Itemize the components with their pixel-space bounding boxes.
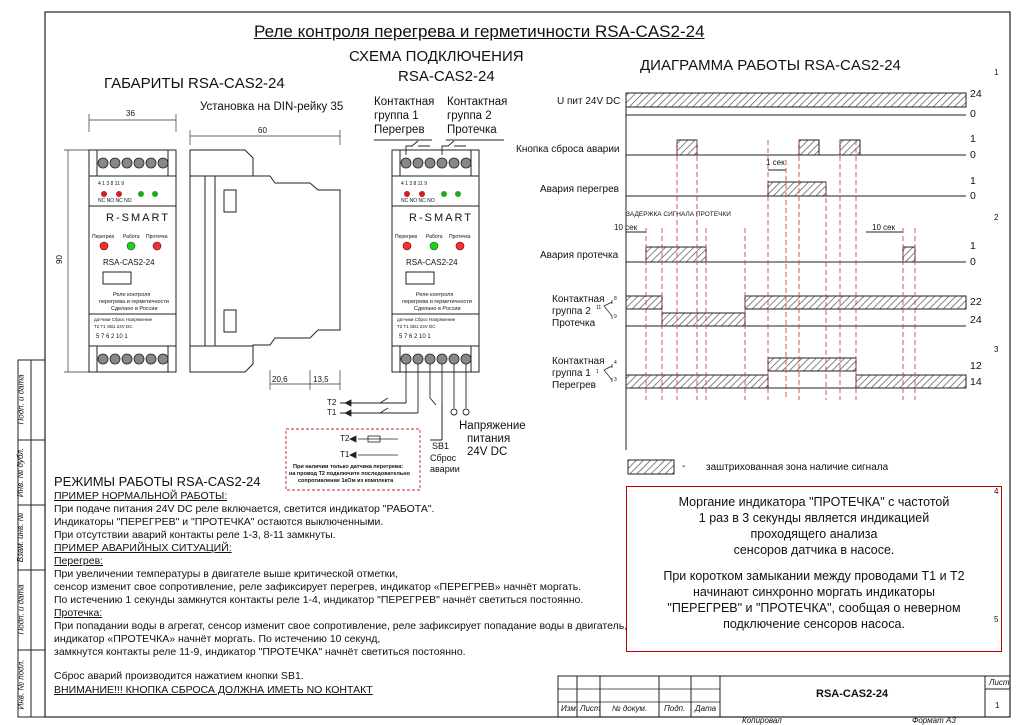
zone-2: 2 bbox=[994, 213, 999, 222]
group1-label-b: группа 1 bbox=[374, 110, 419, 122]
led-label-leak-right: Протечка bbox=[449, 234, 471, 240]
row-reset-hi: 1 bbox=[970, 133, 976, 145]
wire-t1: T1 bbox=[327, 408, 337, 417]
doc-code: RSA-CAS2-24 bbox=[816, 688, 889, 700]
row-overheat-lo: 0 bbox=[970, 190, 976, 202]
col-list: Лист bbox=[580, 704, 601, 713]
row-g1-hi: 12 bbox=[970, 360, 982, 372]
model-label-right: RSA-CAS2-24 bbox=[406, 258, 458, 267]
legend-dash: - bbox=[682, 460, 686, 472]
one-sec-label: 1 сек bbox=[766, 158, 785, 167]
ten-sec-b: 10 сек bbox=[872, 223, 896, 232]
normal-line-2: Индикаторы "ПЕРЕГРЕВ" и "ПРОТЕЧКА" остаются выключенными. bbox=[54, 516, 384, 528]
row-g1-p1: 4 bbox=[614, 360, 617, 366]
row-leak-label: Авария протечка bbox=[540, 250, 619, 261]
row-g1-p2: 1 bbox=[596, 369, 599, 375]
bottom-labels-right: датчики Сброс Напряжение bbox=[397, 317, 456, 322]
scheme-subtitle: RSA-CAS2-24 bbox=[398, 68, 495, 85]
row-g1-label-1: Контактная bbox=[552, 356, 605, 367]
bottom-labels-left: датчики Сброс Напряжение bbox=[94, 317, 153, 322]
led-label-overheat-left: Перегрев bbox=[92, 234, 114, 240]
row-leak-lo: 0 bbox=[970, 256, 976, 268]
brand-logo-left: R-SMART bbox=[106, 212, 170, 224]
alt-t2: T2 bbox=[340, 434, 350, 443]
normal-line-1: При подаче питания 24V DC реле включается, светится индикатор "РАБОТА". bbox=[54, 503, 435, 515]
alarm-heading: ПРИМЕР АВАРИЙНЫХ СИТУАЦИЙ: bbox=[54, 542, 232, 554]
reset-warning: ВНИМАНИЕ!!! КНОПКА СБРОСА ДОЛЖНА ИМЕТЬ NO КОНТАКТ bbox=[54, 684, 373, 696]
ten-sec-a: 10 сек bbox=[614, 223, 638, 232]
desc-3-right: Сделано в России bbox=[414, 306, 461, 312]
reset-label-1: Сброс bbox=[430, 453, 457, 463]
notes-box bbox=[626, 486, 1002, 652]
reset-line-1: Сброс аварий производится нажатием кнопки SB1. bbox=[54, 670, 304, 682]
row-overheat-label: Авария перегрев bbox=[540, 184, 619, 195]
note-2-line-4: подключение сенсоров насоса. bbox=[723, 617, 905, 631]
terms-top-left: 4 1 3 8 11 9 bbox=[98, 181, 125, 187]
led-label-leak-left: Протечка bbox=[146, 234, 168, 240]
page-title: Реле контроля перегрева и герметичности RSA-CAS2-24 bbox=[254, 22, 705, 41]
din-label: Установка на DIN-рейку 35 bbox=[200, 101, 344, 113]
row-g2-label-2: группа 2 bbox=[552, 306, 591, 317]
bottom-sub-right: Т2 Т1 SB1 24V DC bbox=[397, 324, 436, 329]
leak-heading: Протечка: bbox=[54, 607, 103, 619]
overheat-line-2: сенсор изменит свое сопротивление, реле зафиксирует перегрев, индикатор «ПЕРЕГРЕВ» начнёт моргать. bbox=[54, 581, 582, 593]
row-g2-label-1: Контактная bbox=[552, 294, 605, 305]
row-upit-hi: 24 bbox=[970, 88, 982, 100]
note-2-line-1: При коротком замыкании между проводами Т1 и Т2 bbox=[663, 569, 965, 583]
leak-line-1: При попадании воды в агрегат, сенсор изменит свое сопротивление, реле зафиксирует попадание воды в двигатель, bbox=[54, 620, 628, 632]
scheme-title: СХЕМА ПОДКЛЮЧЕНИЯ bbox=[349, 48, 524, 65]
desc-1-left: Реле контроля bbox=[113, 292, 151, 298]
note-1-line-4: сенсоров датчика в насосе. bbox=[733, 543, 895, 557]
zone-1: 1 bbox=[994, 68, 999, 77]
zone-3: 3 bbox=[994, 345, 999, 354]
dim-36: 36 bbox=[126, 109, 135, 118]
row-leak-hi: 1 bbox=[970, 240, 976, 252]
row-g1-label-3: Перегрев bbox=[552, 380, 596, 391]
sheet-number: 1 bbox=[995, 701, 1000, 710]
normal-heading: ПРИМЕР НОРМАЛЬНОЙ РАБОТЫ: bbox=[54, 490, 228, 502]
normal-line-3: При отсутствии аварий контакты реле 1-3, 8-11 замкнуты. bbox=[54, 529, 336, 541]
copied-label: Копировал bbox=[742, 716, 782, 725]
format-label: Формат А3 bbox=[912, 716, 956, 725]
row-g2-hi: 22 bbox=[970, 296, 982, 308]
alt-note-3: сопротивление 1кОм из комплекта bbox=[298, 478, 394, 484]
note-1-line-2: 1 раз в 3 секунды является индикацией bbox=[698, 511, 930, 525]
dims-title: ГАБАРИТЫ RSA-CAS2-24 bbox=[104, 75, 285, 92]
side-stamp-3: Взам. инв. № bbox=[16, 512, 26, 563]
desc-2-right: перегрева и герметичности bbox=[402, 299, 472, 305]
dim-90: 90 bbox=[54, 255, 64, 264]
nc-no-left: NC NO NC NO bbox=[98, 198, 132, 204]
col-izm: Изм. bbox=[561, 704, 579, 713]
model-label-left: RSA-CAS2-24 bbox=[103, 258, 155, 267]
sb1-label: SB1 bbox=[432, 441, 450, 451]
overheat-line-1: При увеличении температуры в двигателе выше критической отметки, bbox=[54, 568, 399, 580]
row-g1-lo: 14 bbox=[970, 376, 982, 388]
diagram-title: ДИАГРАММА РАБОТЫ RSA-CAS2-24 bbox=[640, 57, 901, 74]
col-podp: Подп. bbox=[664, 704, 686, 713]
group2-label-c: Протечка bbox=[447, 124, 497, 136]
row-g2-lo: 24 bbox=[970, 314, 982, 326]
side-stamp-2: Инв. № дубл. bbox=[16, 447, 26, 498]
overheat-line-3: По истечению 1 секунды замкнутся контакты реле 1-4, индикатор "ПЕРЕГРЕВ" начнёт светиться постоянно. bbox=[54, 594, 584, 606]
dim-13-5: 13,5 bbox=[313, 375, 329, 384]
alt-t1: T1 bbox=[340, 450, 350, 459]
zone-5: 5 bbox=[994, 615, 999, 624]
wire-t2: T2 bbox=[327, 398, 337, 407]
col-doc: № докум. bbox=[612, 704, 648, 713]
row-overheat-hi: 1 bbox=[970, 175, 976, 187]
led-label-overheat-right: Перегрев bbox=[395, 234, 417, 240]
row-reset-lo: 0 bbox=[970, 149, 976, 161]
led-label-work-left: Работа bbox=[123, 234, 140, 240]
terms-bottom-right: 5 7 6 2 10 1 bbox=[399, 334, 431, 340]
terms-top-right: 4 1 3 8 11 9 bbox=[401, 181, 428, 187]
note-1-line-3: проходящего анализа bbox=[750, 527, 878, 541]
side-stamp-5: Инв. № подл. bbox=[16, 659, 26, 710]
alt-note-2: на провод Т2 подключите последовательно bbox=[289, 471, 410, 477]
note-2-line-3: "ПЕРЕГРЕВ" и "ПРОТЕЧКА", сообщая о неверном bbox=[667, 601, 961, 615]
row-g1-p3: 3 bbox=[614, 377, 617, 383]
power-label-3: 24V DC bbox=[467, 446, 508, 458]
legend-text: заштрихованная зона наличие сигнала bbox=[706, 462, 889, 473]
row-g2-p2: 11 bbox=[596, 305, 602, 311]
power-label-1: Напряжение bbox=[459, 420, 526, 432]
row-g1-label-2: группа 1 bbox=[552, 368, 591, 379]
zone-4: 4 bbox=[994, 487, 999, 496]
row-g2-label-3: Протечка bbox=[552, 318, 596, 329]
leak-line-3: замкнутся контакты реле 11-9, индикатор "ПРОТЕЧКА" начнёт светиться постоянно. bbox=[54, 646, 466, 658]
dim-20-6: 20,6 bbox=[272, 375, 288, 384]
row-reset-label: Кнопка сброса аварии bbox=[516, 144, 620, 155]
dim-60: 60 bbox=[258, 126, 267, 135]
reset-label-2: аварии bbox=[430, 464, 460, 474]
overheat-heading: Перегрев: bbox=[54, 555, 104, 567]
alt-note-1: При наличии только датчика перегрева: bbox=[293, 464, 404, 470]
delay-label: ЗАДЕРЖКА СИГНАЛА ПРОТЕЧКИ bbox=[626, 211, 731, 218]
desc-3-left: Сделано в России bbox=[111, 306, 158, 312]
power-label-2: питания bbox=[467, 433, 511, 445]
group2-label-a: Контактная bbox=[447, 96, 508, 108]
group2-label-b: группа 2 bbox=[447, 110, 492, 122]
nc-no-right: NC NO NC NO bbox=[401, 198, 435, 204]
row-upit-lo: 0 bbox=[970, 108, 976, 120]
desc-2-left: перегрева и герметичности bbox=[99, 299, 169, 305]
sheet-label: Лист bbox=[989, 678, 1010, 687]
group1-label-c: Перегрев bbox=[374, 124, 425, 136]
side-stamp-1: Подп. и дата bbox=[16, 374, 26, 425]
desc-1-right: Реле контроля bbox=[416, 292, 454, 298]
note-2-line-2: начинают синхронно моргать индикаторы bbox=[693, 585, 935, 599]
led-label-work-right: Работа bbox=[426, 234, 443, 240]
leak-line-2: индикатор «ПРОТЕЧКА» начнёт моргать. По истечению 10 секунд, bbox=[54, 633, 381, 645]
brand-logo-right: R-SMART bbox=[409, 212, 473, 224]
modes-title: РЕЖИМЫ РАБОТЫ RSA-CAS2-24 bbox=[54, 474, 261, 489]
note-1-line-1: Моргание индикатора "ПРОТЕЧКА" с частотой bbox=[678, 495, 950, 509]
bottom-sub-left: Т2 Т1 SB1 24V DC bbox=[94, 324, 133, 329]
group1-label-a: Контактная bbox=[374, 96, 435, 108]
row-g2-p3: 9 bbox=[614, 314, 617, 320]
row-upit-label: U пит 24V DC bbox=[557, 96, 621, 107]
col-data: Дата bbox=[695, 704, 717, 713]
terms-bottom-left: 5 7 6 2 10 1 bbox=[96, 334, 128, 340]
side-stamp-4: Подп. и дата bbox=[16, 584, 26, 635]
row-g2-p1: 8 bbox=[614, 296, 617, 302]
